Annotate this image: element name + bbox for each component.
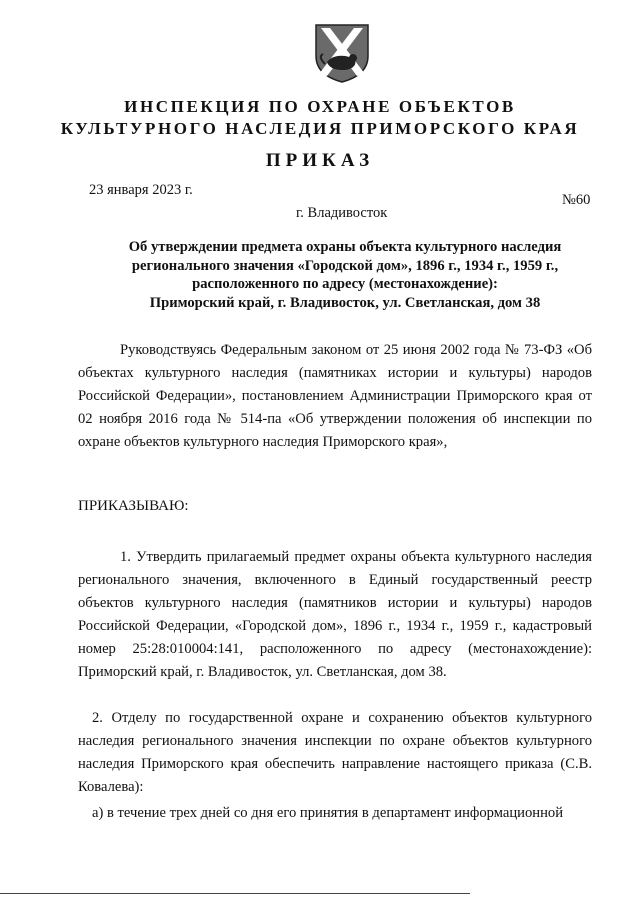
order-item-1: 1. Утвердить прилагаемый предмет охраны объекта культурного наследия регионального значения, включенного в Единый государственный реестр объектов культурного наследия (памятников истории и культуры) народов Российской Федерации, «Городской дом», 1896 г., 1934 г., 1959 г., кадастровый номер 25:28:010004:141, расположенного по адресу (местонахождение): Приморский край, г. Владивосток, ул. Светланская, дом 38. <box>78 549 592 680</box>
subject-line: регионального значения «Городской дом», 1896 г., 1934 г., 1959 г., <box>131 257 559 274</box>
page-divider <box>0 893 470 894</box>
subject-line: расположенного по адресу (местонахождение): <box>192 276 498 292</box>
org-name-line1: ИНСПЕКЦИЯ ПО ОХРАНЕ ОБЪЕКТОВ <box>124 97 516 116</box>
coat-of-arms-icon <box>313 22 371 84</box>
document-date: 23 января 2023 г. <box>89 182 193 198</box>
preamble-paragraph: Руководствуясь Федеральным законом от 25 июня 2002 года № 73-ФЗ «Об объектах культурного наследия (памятниках истории и культуры) народов Российской Федерации», постановлением Администрации Приморского края от 02 ноября 2016 года № 514-па «Об утверждении положения об инспекции по охране объектов культурного наследия Приморского края», <box>78 342 592 450</box>
subject-line: Об утверждении предмета охраны объекта культурного наследия <box>128 239 562 255</box>
order-item-2: 2. Отделу по государственной охране и сохранению объектов культурного наследия регионального значения инспекции по охране объектов культурного наследия Приморского края обеспечить направление настоящего приказа (С.В. Ковалева): <box>78 710 592 795</box>
order-word: ПРИКАЗЫВАЮ: <box>78 498 189 514</box>
order-item-2a: а) в течение трех дней со дня его принятия в департамент информационной <box>92 805 564 821</box>
org-name-line2: КУЛЬТУРНОГО НАСЛЕДИЯ ПРИМОРСКОГО КРАЯ <box>60 119 580 138</box>
subject-line: Приморский край, г. Владивосток, ул. Светланская, дом 38 <box>149 294 541 311</box>
document-city: г. Владивосток <box>296 205 388 221</box>
document-type-title: ПРИКАЗ <box>265 150 375 171</box>
document-number: №60 <box>562 192 591 208</box>
document-subject <box>108 238 582 312</box>
